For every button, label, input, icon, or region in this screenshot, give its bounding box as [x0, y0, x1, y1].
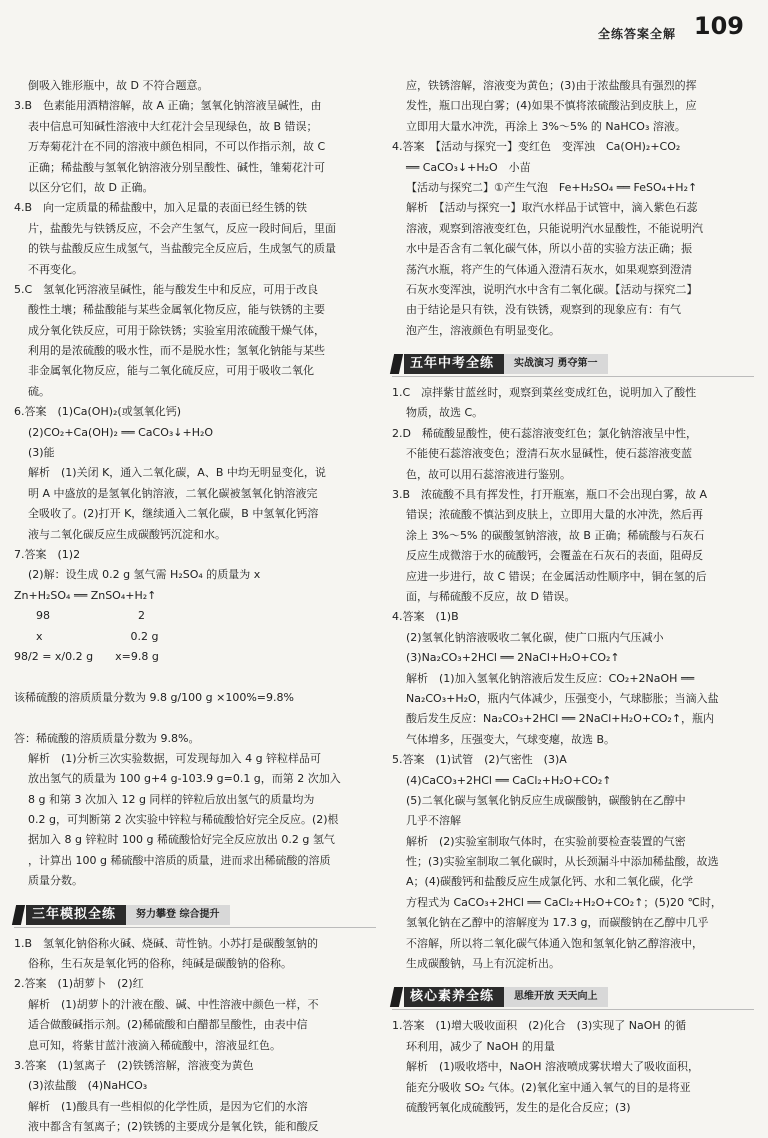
text-line: 荡汽水瓶，将产生的气体通入澄清石灰水，如果观察到澄清 [406, 262, 692, 276]
text-line: 解析 (1)胡萝卜的汁液在酸、碱、中性溶液中颜色一样，不 [28, 997, 319, 1011]
section-subtitle: 实战演习 勇夺第一 [504, 354, 607, 374]
text-line: 明 A 中盛放的是氢氧化钠溶液，二氧化碳被氢氧化钠溶液完 [28, 486, 318, 500]
text-line: 液中都含有氢离子；(2)铁锈的主要成分是氧化铁，能和酸反 [28, 1120, 319, 1134]
text-line: 应，铁锈溶解，溶液变为黄色；(3)由于浓盐酸具有强烈的挥 [406, 79, 697, 92]
text-line: 该稀硫酸的溶质质量分数为 9.8 g/100 g ×100%=9.8% [14, 690, 294, 704]
text-line: 发性，瓶口出现白雾；(4)如果不慎将浓硫酸沾到皮肤上，应 [406, 99, 697, 113]
text-line: 2.答案 (1)胡萝卜 (2)红 [14, 977, 144, 991]
text-line: 1.答案 (1)增大吸收面积 (2)化合 (3)实现了 NaOH 的循 [392, 1019, 687, 1033]
text-line [14, 708, 376, 728]
text-line: 6.答案 (1)Ca(OH)₂(或氢氧化钙) [14, 405, 182, 419]
text-line: 应进一步进行，故 C 错误；在金属活动性顺序中，铜在氢的后 [406, 569, 707, 583]
text-line: 8 g 和第 3 次加入 12 g 同样的锌粒后放出氢气的质量均为 [28, 792, 315, 806]
text-line: 解析 【活动与探究一】取汽水样品于试管中，滴入紫色石蕊 [406, 201, 698, 215]
text-line: (2)CO₂+Ca(OH)₂ ══ CaCO₃↓+H₂O [28, 425, 214, 439]
text-line: 泡产生，溶液颜色有明显变化。 [406, 323, 560, 337]
text-line: 成分氧化铁反应，可用于除铁锈；实验室用浓硫酸干燥气体， [28, 323, 325, 337]
text-line: 利用的是浓硫酸的吸水性，而不是脱水性；氢氧化钠能与某些 [28, 344, 325, 358]
text-line: 涂上 3%～5% 的碳酸氢钠溶液，故 B 正确；稀硫酸与石灰石 [406, 528, 705, 542]
text-line: 环利用，减少了 NaOH 的用量 [406, 1039, 555, 1053]
text-line: 答：稀硫酸的溶质质量分数为 9.8%。 [14, 731, 200, 745]
text-line: 气体增多，压强变大，气球变瘪，故选 B。 [406, 732, 616, 746]
text-line: 适合做酸碱指示剂。(2)稀硫酸和白醋都呈酸性，由表中信 [28, 1018, 308, 1032]
text-line [14, 667, 376, 687]
text-line: 倒吸入锥形瓶中，故 D 不符合题意。 [28, 79, 209, 92]
section-subtitle: 思维开放 天天向上 [504, 987, 607, 1007]
text-line: 硫。 [28, 384, 50, 398]
text-line: A；(4)碳酸钙和盐酸反应生成氯化钙、水和二氧化碳，化学 [406, 875, 694, 889]
text-line: 片，盐酸先与铁锈反应，不会产生氢气，反应一段时间后，里面 [28, 221, 336, 235]
text-line: 能充分吸收 SO₂ 气体。(2)氧化室中通入氧气的目的是将亚 [406, 1080, 691, 1094]
text-line: 【活动与探究二】①产生气泡 Fe+H₂SO₄ ══ FeSO₄+H₂↑ [406, 180, 698, 194]
text-line: (3)能 [28, 446, 55, 460]
section-header-core [392, 984, 754, 1010]
text-line: 解析 (1)酸具有一些相似的化学性质，是因为它们的水溶 [28, 1099, 308, 1113]
text-line: 以区分它们，故 D 正确。 [28, 180, 154, 194]
text-line: (4)CaCO₃+2HCl ══ CaCl₂+H₂O+CO₂↑ [406, 773, 612, 787]
left-section-block [14, 934, 376, 1138]
right-core-block [392, 1016, 754, 1118]
text-line: 不能使石蕊溶液变色；澄清石灰水显碱性，使石蕊溶液变蓝 [406, 447, 692, 461]
page-header [0, 6, 768, 58]
text-line: 的铁与盐酸反应生成氢气，当盐酸完全反应后，生成氢气的质量 [28, 242, 336, 256]
text-line: 几乎不溶解 [406, 814, 461, 828]
text-line: 5.答案 (1)试管 (2)气密性 (3)A [392, 753, 567, 767]
section-header-five-year [392, 351, 754, 377]
text-line: 非金属氧化物反应，能与二氧化硫反应，可用于吸收二氧化 [28, 364, 314, 378]
text-line: (2)解：设生成 0.2 g 氢气需 H₂SO₄ 的质量为 x [28, 568, 261, 582]
text-line: 溶液，观察到溶液变红色，只能说明汽水显酸性，不能说明汽 [406, 221, 703, 235]
text-line: 物质，故选 C。 [406, 406, 484, 420]
text-line: 俗称，生石灰是氧化钙的俗称，纯碱是碳酸钠的俗称。 [28, 957, 292, 971]
text-line: (2)氢氧化钠溶液吸收二氧化碳，使广口瓶内气压减小 [406, 630, 664, 644]
text-line: 反应生成微溶于水的硫酸钙，会覆盖在石灰石的表面，阻碍反 [406, 549, 703, 563]
section-header-three-year [14, 902, 376, 928]
text-line: 方程式为 CaCO₃+2HCl ══ CaCl₂+H₂O+CO₂↑；(5)20 ℃时， [406, 895, 722, 909]
text-line: ══ CaCO₃↓+H₂O 小苗 [406, 160, 531, 174]
text-line: 生成碳酸钠，马上有沉淀析出。 [406, 957, 560, 971]
text-line: 放出氢气的质量为 100 g+4 g-103.9 g=0.1 g，而第 2 次加入 [28, 772, 341, 786]
text-line: Na₂CO₃+H₂O，瓶内气体减少，压强变小，气球膨胀；当滴入盐 [406, 691, 719, 705]
text-line: 4.B 向一定质量的稀盐酸中，加入足量的表面已经生锈的铁 [14, 201, 308, 215]
header-title: 全练答案全解 [597, 27, 676, 41]
text-line: x 0.2 g [14, 629, 159, 643]
text-line: 0.2 g，可判断第 2 次实验中锌粒与稀硫酸恰好完全反应。(2)根 [28, 813, 339, 827]
text-line: 98/2 = x/0.2 g x=9.8 g [14, 649, 159, 663]
text-line: 解析 (1)关闭 K，通入二氧化碳，A、B 中均无明显变化，说 [28, 466, 326, 480]
text-line: 3.答案 (1)氢离子 (2)铁锈溶解，溶液变为黄色 [14, 1058, 254, 1072]
section-marker-icon [390, 987, 403, 1007]
text-line: 7.答案 (1)2 [14, 547, 81, 561]
text-line: 液与二氧化碳反应生成碳酸钙沉淀和水。 [28, 527, 226, 541]
text-line: Zn+H₂SO₄ ══ ZnSO₄+H₂↑ [14, 588, 157, 602]
text-line: 5.C 氢氧化钙溶液呈碱性，能与酸发生中和反应，可用于改良 [14, 282, 319, 296]
right-answers-block [392, 76, 754, 341]
section-title: 三年模拟全练 [26, 905, 126, 925]
left-column [14, 76, 376, 1138]
text-line: 氢氧化钠在乙醇中的溶解度为 17.3 g，而碳酸钠在乙醇中几乎 [406, 916, 709, 930]
text-line: 全吸收了。(2)打开 K，继续通入二氧化碳，B 中氢氧化钙溶 [28, 507, 319, 521]
text-line: 酸性土壤；稀盐酸能与某些金属氧化物反应，能与铁锈的主要 [28, 303, 325, 317]
text-line: 3.B 色素能用酒精溶解，故 A 正确；氢氧化钠溶液呈碱性，由 [14, 99, 322, 113]
text-line: 错误；浓硫酸不慎沾到皮肤上，立即用大量的水冲洗，然后再 [406, 508, 703, 522]
text-line: 由于结论是只有铁，没有铁锈，观察到的现象应有：有气 [406, 303, 681, 317]
text-line: 色，故可以用石蕊溶液进行鉴别。 [406, 467, 571, 481]
text-line: 万寿菊花汁在不同的溶液中颜色相同，不可以作指示剂，故 C [28, 140, 326, 154]
section-subtitle: 努力攀登 综合提升 [126, 905, 229, 925]
section-marker-icon [12, 905, 25, 925]
text-line: 正确；稀盐酸与氢氧化钠溶液分别呈酸性、碱性，雏菊花汁可 [28, 160, 325, 174]
text-line: 息可知，将紫甘蓝汁液滴入稀硫酸中，溶液显红色。 [28, 1038, 281, 1052]
text-line: 解析 (1)吸收塔中，NaOH 溶液喷成雾状增大了吸收面积， [406, 1060, 699, 1074]
text-line: 硫酸钙氧化成硫酸钙，发生的是化合反应；(3) [406, 1100, 631, 1114]
text-line: 98 2 [14, 609, 145, 623]
text-line: 3.B 浓硫酸不具有挥发性，打开瓶塞，瓶口不会出现白雾，故 A [392, 488, 708, 502]
text-line: (3)浓盐酸 (4)NaHCO₃ [28, 1079, 148, 1093]
left-answers-block [14, 76, 376, 892]
text-line: (3)Na₂CO₃+2HCl ══ 2NaCl+H₂O+CO₂↑ [406, 651, 620, 665]
text-line: ，计算出 100 g 稀硫酸中溶质的质量，进而求出稀硫酸的溶质 [28, 853, 331, 867]
text-line: 性；(3)实验室制取二氧化碳时，从长颈漏斗中添加稀盐酸，故选 [406, 855, 719, 869]
text-line: 水中是否含有二氧化碳气体，所以小苗的实验方法正确；振 [406, 242, 692, 256]
text-line: 不溶解，所以将二氧化碳气体通入饱和氢氧化钠乙醇溶液中， [406, 936, 703, 950]
text-line: 据加入 8 g 锌粒时 100 g 稀硫酸恰好完全反应放出 0.2 g 氢气 [28, 833, 335, 847]
section-title: 核心素养全练 [404, 987, 504, 1007]
text-line: 不再变化。 [28, 262, 83, 276]
text-line: 解析 (2)实验室制取气体时，在实验前要检查装置的气密 [406, 834, 686, 848]
right-column [392, 76, 754, 1118]
text-line: 立即用大量水冲洗，再涂上 3%～5% 的 NaHCO₃ 溶液。 [406, 119, 686, 133]
text-line: 石灰水变浑浊，说明汽水中含有二氧化碳。【活动与探究二】 [406, 282, 698, 296]
text-line: 1.C 凉拌紫甘蓝丝时，观察到菜丝变成红色，说明加入了酸性 [392, 386, 697, 400]
text-line: 面，与稀硫酸不反应，故 D 错误。 [406, 589, 576, 603]
text-line: 2.D 稀硫酸显酸性，使石蕊溶液变红色；氯化钠溶液呈中性， [392, 426, 697, 440]
text-line: 1.B 氢氧化钠俗称火碱、烧碱、苛性钠。小苏打是碳酸氢钠的 [14, 936, 319, 950]
text-line: 酸后发生反应：Na₂CO₃+2HCl ══ 2NaCl+H₂O+CO₂↑，瓶内 [406, 712, 715, 726]
page-number: 109 [693, 12, 744, 40]
section-marker-icon [390, 354, 403, 374]
text-line: 质量分数。 [28, 874, 83, 888]
text-line: 表中信息可知碱性溶液中大红花汁会呈现绿色，故 B 错误； [28, 119, 318, 133]
text-line: 解析 (1)分析三次实验数据，可发现每加入 4 g 锌粒样品可 [28, 751, 322, 765]
text-line: (5)二氧化碳与氢氧化钠反应生成碳酸钠，碳酸钠在乙醇中 [406, 793, 686, 807]
text-line: 4.答案 【活动与探究一】变红色 变浑浊 Ca(OH)₂+CO₂ [392, 140, 681, 154]
right-section-block [392, 383, 754, 974]
text-line: 4.答案 (1)B [392, 610, 459, 624]
text-line: 解析 (1)加入氢氧化钠溶液后发生反应：CO₂+2NaOH ══ [406, 671, 695, 685]
section-title: 五年中考全练 [404, 354, 504, 374]
